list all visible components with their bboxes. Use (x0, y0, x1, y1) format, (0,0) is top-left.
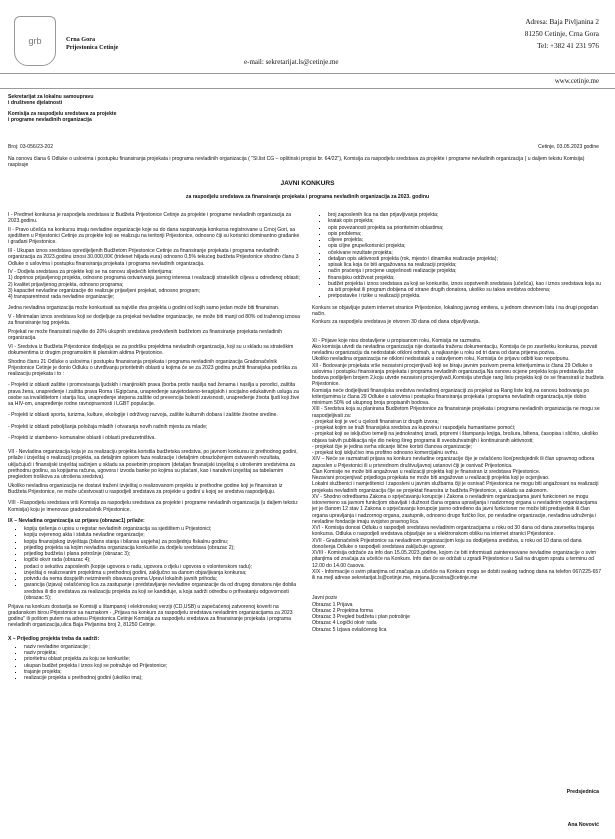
section-v: V - Minimalan iznos sredstava koji se dodjeljuje za projekat nevladine organizacije, ne može biti manji od 80% od traženog iznosa za finansiranje tog projekta. (8, 314, 300, 327)
header-divider-2 (0, 88, 615, 89)
signature-title: Predsjednica (566, 789, 599, 795)
list-item: ▪ kopiju finansijskog izvještaja (bilans stanja i bilansa uspjeha) za posljednju fiskalnu godinu; (24, 539, 300, 545)
section-xviii: XVIII - Komisija održaće za info dan 15.05.2023.godine, kojom će biti informisati zainteresovane nevladine organizacije o svim pitanjima od značaja za učešće na Konkurs. Info dan će se održati u zgradi Prijestonice u Sali na drugom spratu u terminu od 12.00 do 14.00 časova. (312, 550, 596, 569)
list-item: ▪ spisak lica koja će biti angažovana na realizaciji projekta; (328, 262, 604, 268)
left-column (8, 212, 300, 684)
exclusion-item: - projekat čije je jedina svrha sticanje liične koristi članova organizacije; (312, 443, 472, 450)
section-xix: XIX - Informacije o svim pitanjima od značaja za učešće na Konkurs mogu se dobiti svakog radnog dana na telefon 067/225-657 ili na mejl adrese sekretarijat.ls@cetinje.me, mirjana.ljicovina@cetinje.me (312, 568, 602, 582)
paragraph-civil-servants: Lokalni službenici i namještenici i zaposleni u javnim službama čiji je osnivač Prijestonica ne mogu biti angažovani na realizaciji projekata nevladinih organizacija čije se projektat finansira iz budžeta Prijestonice, u skladu sa zakonom. (312, 481, 599, 494)
section-iv: IV - Dodjela sredstava za projekte koji se na osnovu sljedećih kriterijuma: (8, 269, 173, 276)
paragraph-max-projects: Jedna nevladina organizacija može konkurisati sa najviše dva projekta u godini od kojih samo jedan može biti finansiran. (8, 305, 280, 312)
header-website: www.cetinje.me (554, 78, 599, 85)
list-item: ▪ opis problema; (328, 231, 604, 237)
paragraph-publication: Konkurs se objavljuje putem internet stranice Prijestonice, lokalnog javnog emitera, u jednom dnevnom listu i na drugi pogodan način. (312, 304, 598, 317)
list-item: ▪ pretpostavke i rizike u realizaciji projekta. (328, 293, 604, 299)
paragraph-priority-decision: Shodno članu 21 Odluke o uslovima i postupku finansiranja projekata i programa nevladinih organizacija Gradonačelnik Prijestonice Cetinje je donio Odluku o utvrđivanju prioritetnih oblasti u kojima će se za 2023 godinu pružiti finansijska podrška za realizaciju projekata i to : (8, 358, 297, 378)
criterion-3: 3) kapacitet nevladine organizacije do realizuje prijavljeni projekat, odnosno program; (8, 287, 200, 294)
address-phone: Tel: +382 41 231 976 (537, 42, 599, 50)
list-item: ▪ garancija (izjava) ovlašćenog lica za zastupanje i predstavljanje nevladine organizacije da od drugog donatora nije dobila sredstva ili dio sredstava za realizaciju projekta za koji se kandiduje, a koja sadrži odredbu o prihvatanju odgovornosti (obrazac 5); (24, 582, 300, 601)
paragraph-submission: Prijava na konkurs dostavlja se Komisiji u štampanoj i elektronskoj verziji (CD,USB) u zapečaćenoj zatvorenoj koverti na gradanskom birou Prijestonice sa naznakom - „Prijava na konkurs za raspodjelu sredstava nevladinim organizacijama za 2023 godinu" ili poštom putem na adresu Prijestonica Cetinje Komisija za raspodjelu sredstava za finansiranje projekata i programa nevladinih organizacija,ulica Baja Pivljanina broj 2, 81250 Cetinje. (8, 603, 293, 629)
section-viii: VIII - Raspodjelu sredstava vrši Komisija za raspodjelu sredstava za projekte i programe nevladinih organizacija (u daljem tekstu: Komisija) koju je imenovao gradonačelnik Prijestonice. (8, 500, 299, 513)
criterion-4: 4) transparentnost rada nevladine organizacije; (8, 294, 115, 301)
list-item: ▪ broj zaposlenih lica na dan prijavljivanja projekta; (328, 212, 604, 218)
section-xiii: XIII - Sredstva koja su planirana Budžetom Prijestonice za finansiranje projekata i programa nevladinih organizacija ne mogu se raspodjeljivati za: (312, 406, 600, 419)
header-divider (0, 73, 615, 74)
sender-line3: Komisija za raspodjelu sredstava za projekte (8, 110, 117, 117)
paragraph-max-share: Projekat ne može finansirati najviše do 20% ukupnih sredstava predviđenih budžetom za finansiranje projekata nevladinih organizacija. (8, 328, 283, 342)
priority-sport-culture: - Projekti iz oblasti sporta, turizma, kulture, ekologije i održivog razvoja, zaštite kulturnih dobara i zaštite životne sredine. (8, 412, 278, 419)
list-item: ▪ naziv projekta; (24, 650, 300, 656)
paragraph-open-period: Konkurs za raspodjelu sredstava je otvoren 30 dana od dana objavljivanja. (312, 319, 480, 326)
list-item: ▪ trajanje projekta; (24, 669, 300, 675)
criterion-1: 1) doprinos prijavljenog projekta, odnosno programa ostvarivanju javnog interesa i realizaciji strateških ciljeva u određenoj oblasti; (8, 275, 300, 282)
list-item: ▪ način praćenja i procjene uspješnosti realizacije projekta; (328, 268, 604, 274)
section-xv: XV - Shodno odredbama Zakona o sprječavanju korupcije i Zakona o nevladinim organizacijama javni funkcioneri ne mogu istovremeno sa javnom funkcijom obavljati i dužnost člana organa upravljanja i nadzornog organa u nevladinim organizacijama jer je članom 12 stav 1 Zakona o sprječavanju korupcije javno određeno da javni funkcioner ne može biti predsjednik ili član organa upravljanja i nadzornog organa, zastupnik, odnosno drugo fizičko lice, po nevladine organizacije, nevladina udruženja i nevladine fondacije imaju svojstvo pravnog lica. (312, 493, 598, 525)
priority-housing: - Projekti iz stambeno- komunalne oblasti i oblasti preduzetništva. (8, 434, 156, 441)
list-item: ▪ detaljan opis aktivnosti projekta (rok, mjesto i dinamika realizacije projekta); (328, 256, 604, 262)
list-item: ▪ finansijsku održivost projekta; (328, 275, 604, 281)
intro-paragraph: Na osnovu člana 6 Odluke o uslovima i postupku finansiranja projekata i programa nevladinih organizacija ( "Sl.list CG – opštinski propisi br. 64/22"), Komisija za raspodjelu sredstava za projekte i programe nevladinih organizacija ( u daljem tekstu Komisija) raspisuje (8, 156, 585, 169)
sender-line4: i programe nevladinih organizacija (8, 116, 92, 123)
reference-number: Broj: 03-056/23-202 (8, 144, 54, 150)
address-line1: Adresa: Baja Pivljanina 2 (525, 18, 599, 26)
section-x-list (8, 644, 300, 682)
list-item: ▪ podaci o sekutivu zaposlenih (kopije ugovora o radu, ugovora o djelu i ugovora o volonterskom radu); (24, 564, 300, 570)
document-subtitle: za raspodjelu sredstava za finansiranje projekata i programa nevladinih organizacija za 2023. godinu (185, 194, 430, 200)
section-xvi: XVI - Komisija donosi Odluku o raspodjeli sredstava nevladinim organizacijama u roku od 30 dana od dana zavrsetka trajanja konkursa. Odluka o raspodjeli sredstava objavljuje se u elektronskom obliku na internet stranici Prijestonice. (312, 525, 595, 538)
list-item: ▪ budžet projekta i iznos sredstava za koji se konkuriše, iznos sopstvenih sredstava (učešća), kao i iznos sredstava koja su za isti projekat ili program dobijena od strane drugih donatora, ukoliko su takva sredstva odobrena; (328, 281, 604, 294)
list-item: ▪ izvještaj o realizovanim projektima u prethodnoj godini, zaključno sa danom objavljivanja konkursa; (24, 570, 300, 576)
signature-name: Ana Novović (567, 822, 599, 828)
section-xi: XI - Prijave koje nisu dostavljene u propisanom roku, Komisija ne razmatra. (312, 337, 482, 344)
list-item: ▪ opis povezanosti projekta sa prioritetnim oblastima; (328, 225, 604, 231)
paragraph-evaluator: Nezavisni procjenjivač prijedloga projekata ne može biti angažovan u realizaciji projekta koji je ocjenjivao. (312, 475, 550, 482)
annex-item: Obrazac 2 Projektna forma (312, 607, 373, 614)
sender-line2: i društvene djelatnosti (8, 100, 63, 107)
crest-label: grb (28, 36, 42, 46)
annex-item: Obrazac 1 Prijava (312, 601, 353, 608)
list-item: ▪ očekivane rezultate projekta; (328, 250, 604, 256)
list-item: ▪ opis ciljne grupe/korisnici projekta; (328, 243, 604, 249)
section-ii: II - Pravo učešća na konkursu imaju nevladine organizacije koje su do dana raspisivanja konkursa registrovane u Crnoj Gori, sa sjedištem u Prijestonici Cetinje za projekte koji se realizuju na teritoriji Prijestonice, odnosno čiji su korisnici dominantno građanke i građani Prijestonice. (8, 226, 300, 246)
list-item: ▪ logički okvir rada (obrazac 4); (24, 557, 300, 563)
municipality-line2: Prijestonica Cetinje (66, 43, 119, 51)
paragraph-commission-member: Član Komisije ne može biti angažovan u realizaciji projekta koji je finansiran iz sredstava Prijestonice. (312, 468, 541, 475)
list-item: ▪ ciljeve projekta; (328, 237, 604, 243)
municipality-name (66, 36, 118, 51)
list-item: ▪ kopiju ovjerenog akta i statuta nevladine organizacije; (24, 532, 300, 538)
reference-date: Cetinje, 03.05.2023 godine (538, 144, 599, 150)
paragraph-missing-docs: Ako komisija utvrdi da nevladina organizacija nije dostavila traženu dokumentaciju, Komisija će po završetku konkursa, pozvati nevladinu organizaciju da nedostatak otkloni odmah, a najkasnije u roku od tri dana od dana prijema poziva. (312, 343, 598, 357)
section-x-list-continued (312, 212, 604, 300)
list-item: ▪ prijedlog projekta sa kojim nevladina organizacija konkuriše za dodjelu sredstava (obrazac 2); (24, 545, 300, 551)
header-address (525, 16, 599, 52)
list-item: ▪ ukupan budžet projekta i iznos koji se potražuje od Prijestonice; (24, 663, 300, 669)
section-x-title: X – Prijedlog projekta treba da sadrži: (8, 635, 100, 642)
paragraph-report-required: Ukoliko nevladina organizacija ne dostavi tražení izvještaj o realizovanom projektu iz prethodne godine koji je finansiran iz Budžeta Prijestonice, ne može učestvovati u raspodjeli sredstava za projekte u godini u kojoj se sredstva raspodjeljuju. (8, 482, 283, 496)
document-title: JAVNI KONKURS (280, 180, 335, 187)
right-column (312, 212, 604, 633)
list-item: ▪ naziv nevladine organizacije ; (24, 644, 300, 650)
municipality-line1: Crna Gora (66, 36, 96, 43)
list-item: ▪ kopiju rješenja o upisu u registar nevladinih organizacija sa sjedištem u Prijestonici; (24, 526, 300, 532)
priority-human-rights: - Projekti iz oblasti zaštite i promovisanja ljudskih i manjinskih prava (borba protiv nasilja nad ženama i nasilja u porodici, zaštita prava žena, unapređenje i zaštita prava Roma i Egipćana, unapređenje savjetodavno-terapijskih i socijalno edukativnih usluga za osobe sa invaliditetom i starija lica, unapređenje stepena zaštite od prevencija bolesti zavisnosti, unapređenje života ljudi koji žive sa HIV-om, unapređenje rodne ravnopravnosti i LGBT populacije. (8, 382, 300, 408)
section-iii: III - Ukupan iznos sredstava opredijeljenih Budžetom Prijestonice Cetinje za finansiranje projekata i programa nevladinih organizacija za 2023.godinu iznosi 30.000,00€ (trideset hiljada eura) odnosno 0,5% tekućeg budžeta Prijestonice shodno članu 3 Odluke o uslovima i postupku finansiranja projekata i programa nevladinih organizacija. (8, 248, 299, 267)
section-ix-list (8, 526, 300, 601)
section-vii: VII - Nevladina organizacija koja je za realizaciju projekta koristila budžetska sredstva, po javnom konkursu iz prethodnog godini, prilaže i izvještaj o realizaciji projekta, sa detaljnim opisom faza realizacije i detaljnim obrazloženjem ostvarenih rezultata, uključujući i finansijski izvještaj sačinjen u skladu sa posebnim propisom (detaljan finansijski izvještaj o utrošenim sredstvima za prethodnu godinu, sa kopijama računa, ugovora i izvoda banke po kojima su plaćani, kao i narativni izvještaj sa tabelarnim pregledom troškova za utrošena sredstva). (8, 449, 298, 481)
exclusion-item: - projekat koji se isključivo temelji na jednokratnoj izradi, pripremi i štampanju knjiga, brošura, biltena, časopisa i sličnio, ukoliko objava takvih publikacija nije dio nekog šireg programa ili sveobuhvatnijih i kontinuiranih aktivnosti; (312, 431, 598, 444)
section-i: I - Predmet konkursa je raspodjela sredstava iz Budžeta Prijestonice Cetinje za projekte i programe nevladinih organizacija za 2023.godinu. (8, 212, 292, 225)
list-item: ▪ kratak opis projekta; (328, 218, 604, 224)
section-xiv: XIV – Neće se razmatrati prijava na konkurs nevladine organizacije čije je ovlašćeno lice(predsjednik ili član upravnog odbora zaposlen u Prijestonici ili u privrednom društvu/javnoj ustanovi čiji je osnivač Prijestonica. (312, 456, 595, 469)
exclusion-item: - projekat kojim se traži finansijska sredstva za kupovinu i raspodjelu humanitarne pomoći; (312, 425, 516, 432)
sender-line1: Sekretarijat za lokalnu samoupravu (8, 94, 94, 100)
paragraph-rejection: Ukoliko nevladina organizacija ne otkloni nedostatak u ostavljenom roku, Komisija će prijavu odbiti kao nepotpunu. (312, 356, 570, 363)
municipal-crest-icon (14, 16, 56, 66)
annex-item: Obrazac 3 Pregled budžeta i plan potrošnje (312, 614, 410, 621)
annex-title: Javni poziv (312, 595, 338, 602)
section-ix-title: IX – Nevladina organizacija uz prijavu (obrazac1) prilaže: (8, 517, 145, 524)
paragraph-minimum-score: Komisija neće dodjeljivati finansijska sredstva nevladinoj organizaciji za projekat sa Rang liste koji,na osnovu bodovanja po kriterijumima iz člana 29 Odluke o uslovima i postupku finansiranja projekata i programa nevladinih organizacija,nije dobio minimum 50% od ukupnog broja propisanih bodova. (312, 387, 590, 407)
section-vi: VI - Sredstva iz Budžeta Prijestonice dodjeljuju se za podršku projektima nevladinih organizacija, koji su u skladu sa strateškim dokumentima iz drugim programskim iii planskim aktima Prijestonice. (8, 343, 294, 357)
annex-item: Obrazac 4 Logički okvir rada (312, 620, 377, 627)
annex-item: Obrazac 5 Izjava ovlašćenog lica (312, 626, 387, 633)
list-item: ▪ realizacije projekta u prethodnoj godini (ukoliko ima); (24, 675, 300, 681)
section-xii: XII - Bodovanje projekata vrše nezavisni procjenjivači koji se biraju javnim pozivom prema kriterijumima iz člana 29 Odluke o uslovima i postupku finansiranja projekata i programa nevladinih organizacija.Na osnovu ocjene projekta koja predstavlja zbir bodova podijeljen brojem 2,koju utvrde nezavisni procjenjivači,Komisija utvrđuje rang listu projekta koji će se finansirati iz budžeta Prijestonice. (312, 362, 604, 388)
exclusion-item: - projekat koji je već u cjelosti finansiran iz drugih izvora; (312, 418, 439, 425)
exclusion-item: - projekat koji isključivo ima profitno odnosno komercijalnu svrhu. (312, 450, 459, 457)
list-item: ▪ prijedlog budžeta i plana potrošnje (obrazac 3); (24, 551, 300, 557)
address-line2: 81250 Cetinje, Crna Gora (524, 30, 599, 38)
list-item: ▪ prioritetnu oblast projekta za koju se konkuriše; (24, 656, 300, 662)
header-email: e-mail: sekretarijat.ls@cetinje.me (244, 58, 339, 66)
list-item: ▪ potvrdu da nema dospjelih neizmirenih obaveza prema Upravi lokalnih javnih prihoda; (24, 576, 300, 582)
criterion-2: 2) kvalitet prijavljenog projekta, odnosno programa; (8, 281, 124, 288)
sender-block (8, 94, 116, 123)
priority-youth: - Projekti iz oblasti poboljšanja položaja mladih i otvaranja novih radnih mjesta za mlade; (8, 423, 208, 430)
section-xvii: XVII - Gradonačelnik Prijestonice sa nevladinom organizacijom koju su dodijeljena sredstva, u roku od 10 dana od dana donošenja Odluke o raspodjeli sredstava zaključuje ugovor. (312, 537, 582, 550)
